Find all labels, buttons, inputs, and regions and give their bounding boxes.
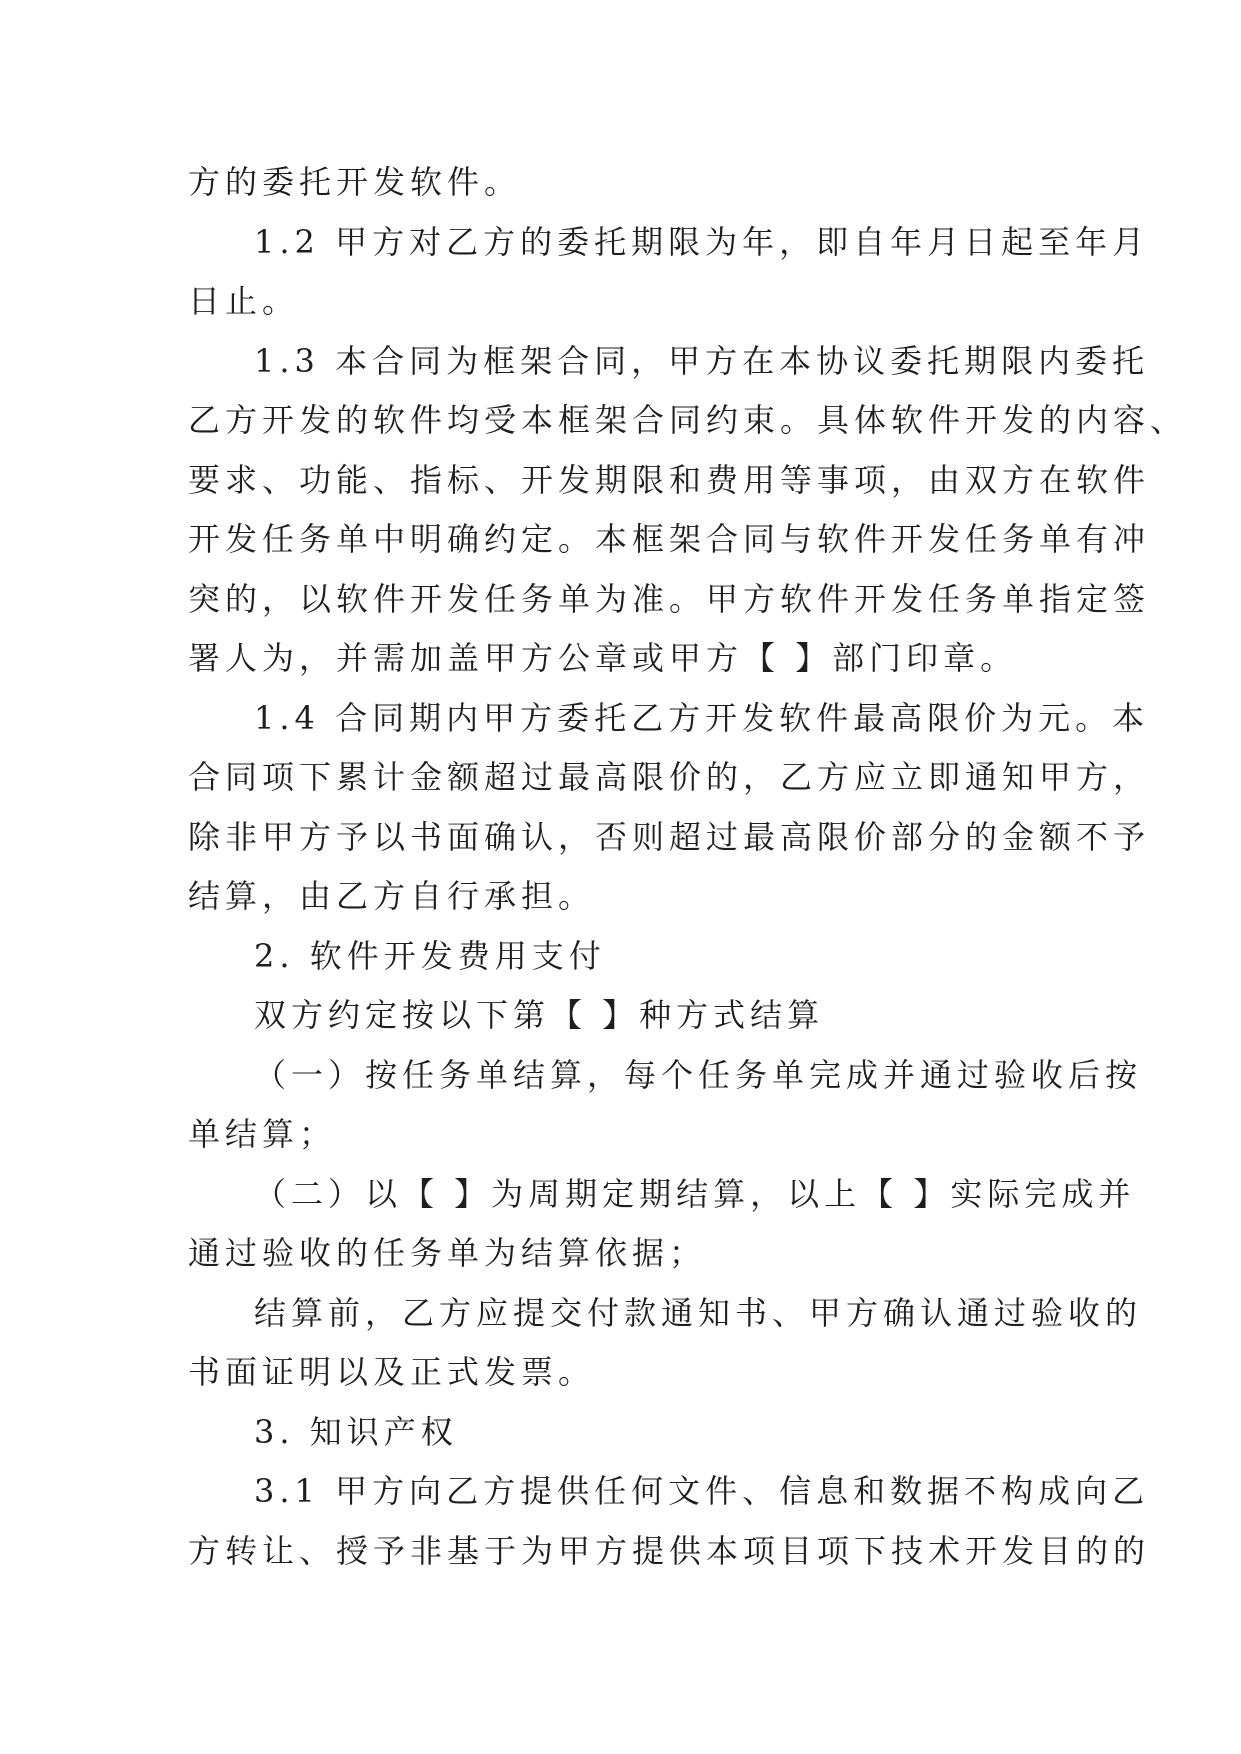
text-line: 书面证明以及正式发票。	[188, 1353, 596, 1391]
document-body	[188, 153, 1188, 1581]
text-line: 结算，由乙方自行承担。	[188, 877, 596, 915]
text-line: 1.4 合同期内甲方委托乙方开发软件最高限价为元。本	[254, 698, 1150, 737]
text-line: 3.1 甲方向乙方提供任何文件、信息和数据不构成向乙	[254, 1472, 1150, 1510]
text-line: 1.3 本合同为框架合同，甲方在本协议委托期限内委托	[254, 341, 1150, 380]
text-line: 1.2 甲方对乙方的委托期限为年，即自年月日起至年月	[254, 222, 1150, 261]
text-line: 乙方开发的软件均受本框架合同约束。具体软件开发的内容、	[188, 401, 1188, 439]
text-line: 开发任务单中明确约定。本框架合同与软件开发任务单有冲	[188, 520, 1151, 558]
section-heading: 2. 软件开发费用支付	[254, 936, 606, 975]
text-line: 除非甲方予以书面确认，否则超过最高限价部分的金额不予	[188, 817, 1151, 856]
text-line: （二）以【 】为周期定期结算，以上【 】实际完成并	[254, 1174, 1136, 1213]
text-line: 单结算；	[188, 1115, 337, 1153]
text-line: 通过验收的任务单为结算依据；	[188, 1234, 707, 1272]
text-line: 日止。	[188, 282, 300, 320]
text-line: 合同项下累计金额超过最高限价的，乙方应立即通知甲方，	[188, 758, 1151, 796]
text-line: （一）按任务单结算，每个任务单完成并通过验收后按	[254, 1055, 1143, 1094]
text-line: 方转让、授予非基于为甲方提供本项目项下技术开发目的的	[188, 1531, 1151, 1570]
text-line: 双方约定按以下第【 】种方式结算	[254, 996, 825, 1034]
text-line: 方的委托开发软件。	[188, 163, 522, 201]
text-line: 署人为，并需加盖甲方公章或甲方【 】部门印章。	[188, 639, 1018, 677]
section-heading: 3. 知识产权	[254, 1412, 458, 1451]
text-line: 要求、功能、指标、开发期限和费用等事项，由双方在软件	[188, 460, 1151, 499]
text-line: 突的，以软件开发任务单为准。甲方软件开发任务单指定签	[188, 579, 1151, 618]
text-line: 结算前，乙方应提交付款通知书、甲方确认通过验收的	[254, 1293, 1143, 1332]
